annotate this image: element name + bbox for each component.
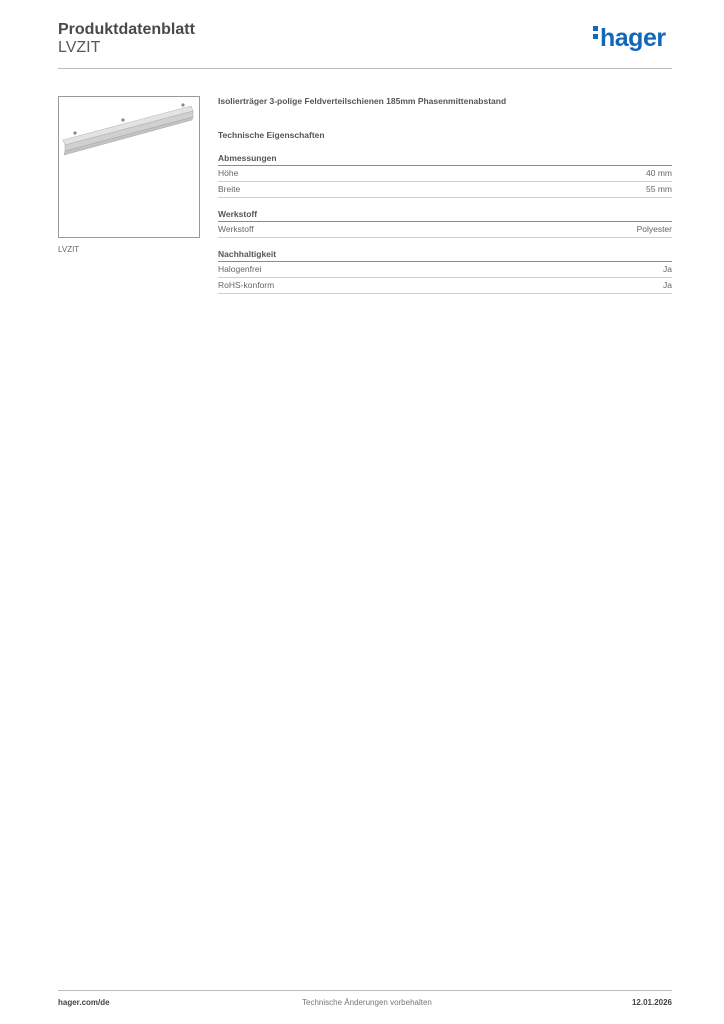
image-caption: LVZIT bbox=[58, 245, 80, 254]
row-label: RoHS-konform bbox=[218, 280, 275, 290]
product-title: Isolierträger 3-polige Feldverteilschienen 185mm Phasenmittenabstand bbox=[218, 96, 507, 106]
row-value: Ja bbox=[663, 280, 672, 290]
footer-divider bbox=[58, 990, 672, 991]
header-divider bbox=[58, 68, 672, 69]
group-title-werkstoff: Werkstoff bbox=[218, 209, 672, 222]
logo-text: hager bbox=[600, 24, 666, 52]
table-row bbox=[218, 262, 672, 278]
insulator-rail-icon bbox=[59, 97, 199, 237]
row-value: Polyester bbox=[636, 224, 672, 234]
product-code: LVZIT bbox=[58, 39, 101, 56]
row-label: Höhe bbox=[218, 168, 239, 178]
row-label: Werkstoff bbox=[218, 224, 254, 234]
group-title-abmessungen: Abmessungen bbox=[218, 153, 672, 166]
product-image bbox=[58, 96, 200, 238]
table-row bbox=[218, 166, 672, 182]
group-title-nachhaltigkeit: Nachhaltigkeit bbox=[218, 249, 672, 262]
row-value: 55 mm bbox=[646, 184, 672, 194]
row-label: Halogenfrei bbox=[218, 264, 262, 274]
table-row bbox=[218, 222, 672, 238]
footer-disclaimer: Technische Änderungen vorbehalten bbox=[302, 998, 432, 1007]
section-title: Technische Eigenschaften bbox=[218, 130, 325, 140]
page-title: Produktdatenblatt bbox=[58, 21, 195, 38]
row-value: 40 mm bbox=[646, 168, 672, 178]
logo-dots-icon bbox=[593, 26, 598, 42]
row-value: Ja bbox=[663, 264, 672, 274]
table-row bbox=[218, 182, 672, 198]
table-row bbox=[218, 278, 672, 294]
row-label: Breite bbox=[218, 184, 241, 194]
hager-logo bbox=[593, 26, 666, 51]
footer-website: hager.com/de bbox=[58, 998, 110, 1007]
product-details bbox=[218, 96, 672, 294]
footer-date: 12.01.2026 bbox=[631, 998, 672, 1007]
